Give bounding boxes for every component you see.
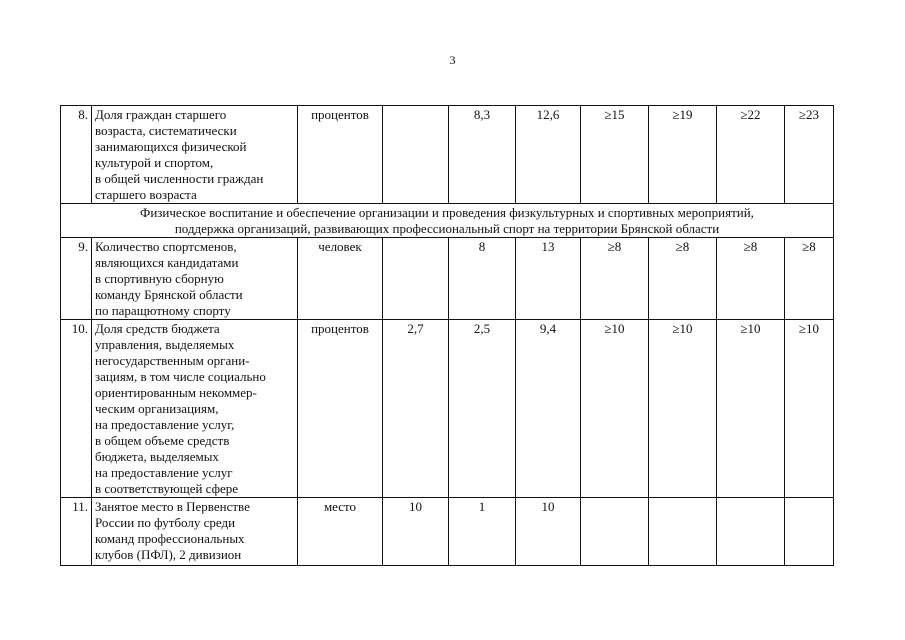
unit-cell: процентов [298, 106, 383, 204]
value-cell: ≥8 [649, 238, 717, 320]
row-number: 9. [61, 238, 92, 320]
value-cell: ≥19 [649, 106, 717, 204]
indicators-table [60, 105, 834, 566]
row-number: 10. [61, 320, 92, 498]
value-cell [649, 498, 717, 566]
indicator-name: Доля средств бюджета управления, выделяемых негосударственным органи- зациям, в том числе социально ориентированным некоммер- ческим организациям, на предоставление услуг, в общем объеме средств бюджета, выделяемых на предоставление услуг в соответствующей сфере [92, 320, 298, 498]
section-header: Физическое воспитание и обеспечение организации и проведения физкультурных и спортивных мероприятий, поддержка организаций, развивающих профессиональный спорт на территории Брянской области [61, 204, 834, 238]
value-cell: ≥10 [717, 320, 785, 498]
value-cell: 1 [449, 498, 516, 566]
value-cell: 10 [383, 498, 449, 566]
page-number: 3 [449, 53, 456, 67]
value-cell: ≥15 [581, 106, 649, 204]
value-cell: ≥10 [649, 320, 717, 498]
table-row [61, 320, 834, 498]
unit-cell: процентов [298, 320, 383, 498]
value-cell [785, 498, 834, 566]
indicator-name: Количество спортсменов, являющихся кандидатами в спортивную сборную команду Брянской области по паращютному спорту [92, 238, 298, 320]
value-cell: ≥8 [785, 238, 834, 320]
value-cell: ≥8 [581, 238, 649, 320]
value-cell: 10 [516, 498, 581, 566]
value-cell: 12,6 [516, 106, 581, 204]
value-cell [717, 498, 785, 566]
value-cell [383, 106, 449, 204]
value-cell: ≥10 [581, 320, 649, 498]
value-cell: 9,4 [516, 320, 581, 498]
table-row [61, 498, 834, 566]
unit-cell: место [298, 498, 383, 566]
value-cell [581, 498, 649, 566]
value-cell: 8,3 [449, 106, 516, 204]
indicator-name: Занятое место в Первенстве России по футболу среди команд профессиональных клубов (ПФЛ), 2 дивизион [92, 498, 298, 566]
value-cell: ≥22 [717, 106, 785, 204]
row-number: 8. [61, 106, 92, 204]
value-cell: ≥23 [785, 106, 834, 204]
table-row [61, 238, 834, 320]
value-cell: 2,7 [383, 320, 449, 498]
value-cell: 13 [516, 238, 581, 320]
unit-cell: человек [298, 238, 383, 320]
value-cell: 2,5 [449, 320, 516, 498]
section-header-row [61, 204, 834, 238]
row-number: 11. [61, 498, 92, 566]
value-cell: ≥8 [717, 238, 785, 320]
value-cell: 8 [449, 238, 516, 320]
value-cell: ≥10 [785, 320, 834, 498]
table-row [61, 106, 834, 204]
indicator-name: Доля граждан старшего возраста, систематически занимающихся физической культурой и спортом, в общей численности граждан старшего возраста [92, 106, 298, 204]
value-cell [383, 238, 449, 320]
